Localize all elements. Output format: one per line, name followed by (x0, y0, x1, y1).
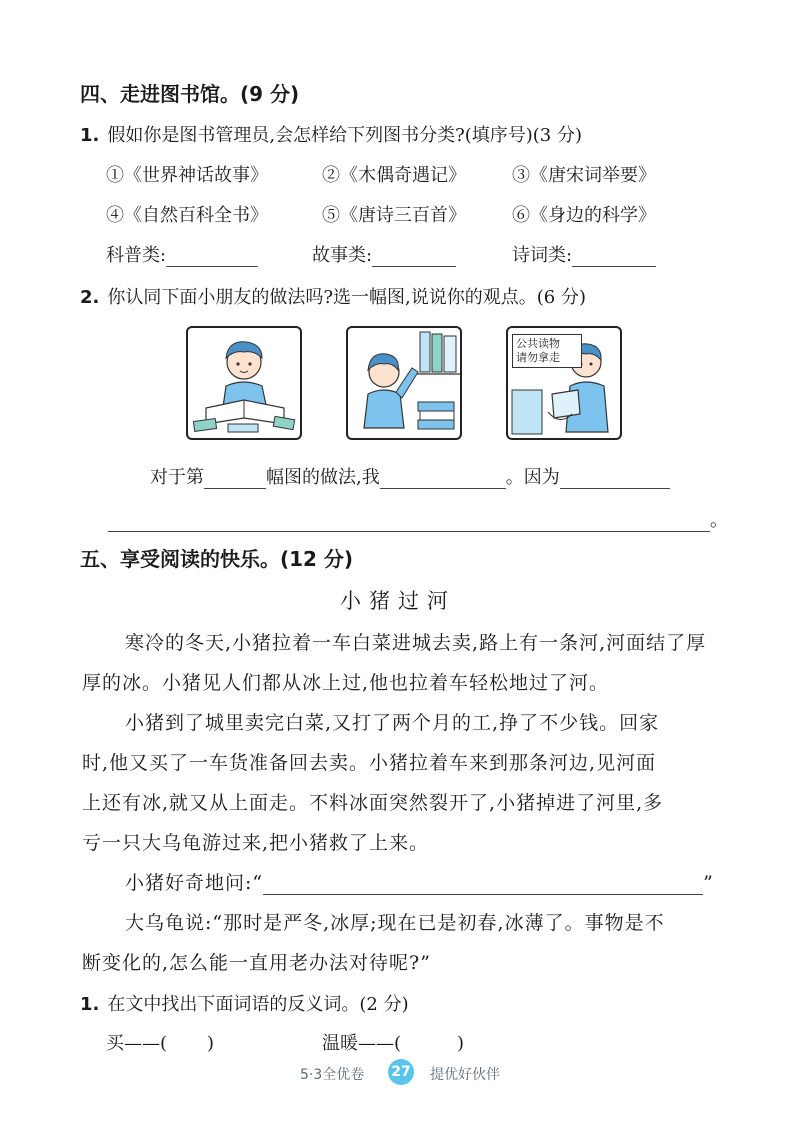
picture-2 (346, 326, 462, 440)
category-poetry (512, 241, 656, 267)
answer-part-3: 。因为 (505, 467, 560, 488)
question-number: 1. (80, 125, 100, 146)
answer-part-2: 幅图的做法,我 (266, 467, 380, 488)
question-text: 在文中找出下面词语的反义词。(2 分) (107, 994, 409, 1015)
sign-line-1: 公共读物 (516, 337, 560, 350)
reason-continuation-line (108, 506, 728, 532)
paren-close: ) (207, 1033, 215, 1054)
section5-question-1 (80, 990, 409, 1016)
paren-close: ) (457, 1033, 465, 1054)
category-story (312, 241, 456, 267)
story-line: 时,他又买了一车货准备回去卖。小猪拉着车来到那条河边,见河面 (82, 752, 657, 774)
question-prefix: 小猪好奇地问:“ (125, 872, 264, 894)
question-number: 2. (80, 287, 100, 308)
story-line: 小猪到了城里卖完白菜,又打了两个月的工,挣了不少钱。回家 (125, 712, 660, 734)
story-line: 厚的冰。小猪见人们都从冰上过,他也拉着车轻松地过了河。 (82, 672, 610, 694)
picture-1 (186, 326, 302, 440)
question-text: 假如你是图书管理员,会怎样给下列图书分类?(填序号)(3 分) (107, 125, 583, 146)
story-line: 亏一只大乌龟游过来,把小猪救了上来。 (82, 832, 430, 854)
picture-3 (506, 326, 622, 440)
reason-blank[interactable] (560, 466, 670, 489)
book-1: ①《世界神话故事》 (106, 165, 268, 186)
opinion-blank[interactable] (380, 466, 506, 489)
footer-right-text: 提优好伙伴 (430, 1067, 500, 1083)
book-2: ②《木偶奇遇记》 (322, 165, 466, 186)
story-title: 小猪过河 (340, 589, 456, 613)
antonym-item-1 (106, 1029, 214, 1055)
question-number: 1. (80, 994, 100, 1015)
footer-left-text: 5·3全优卷 (300, 1067, 365, 1083)
page-number: 27 (388, 1059, 414, 1085)
book-6: ⑥《身边的科学》 (512, 205, 656, 226)
antonym-item-2 (322, 1029, 464, 1055)
category-label: 科普类: (106, 245, 167, 266)
story-line: 上还有冰,就又从上面走。不料冰面突然裂开了,小猪掉进了河里,多 (82, 792, 664, 814)
book-4: ④《自然百科全书》 (106, 205, 268, 226)
category-label: 故事类: (312, 245, 373, 266)
question-2 (80, 283, 586, 309)
answer-blank[interactable] (372, 244, 456, 267)
story-line: 断变化的,怎么能一直用老办法对待呢?” (82, 952, 431, 974)
category-science (106, 241, 258, 267)
question-1 (80, 121, 582, 147)
story-line: 寒冷的冬天,小猪拉着一车白菜进城去卖,路上有一条河,河面结了厚 (125, 632, 707, 654)
reason-blank-continued[interactable] (108, 509, 710, 532)
public-reading-sign (512, 334, 582, 368)
category-label: 诗词类: (512, 245, 573, 266)
question-text: 你认同下面小朋友的做法吗?选一幅图,说说你的观点。(6 分) (107, 287, 586, 308)
antonym-word: 买——( (106, 1033, 168, 1054)
picture-number-blank[interactable] (204, 466, 266, 489)
antonym-word: 温暖——( (322, 1033, 402, 1054)
answer-blank[interactable] (572, 244, 656, 267)
story-question-line (125, 868, 714, 895)
opinion-answer-line (150, 463, 670, 489)
sign-line-2: 请勿拿走 (516, 351, 560, 364)
section4-title: 四、走进图书馆。(9 分) (80, 82, 300, 106)
answer-end: 。 (710, 510, 728, 531)
story-line: 大乌龟说:“那时是严冬,冰厚;现在已是初春,冰薄了。事物是不 (125, 912, 665, 934)
book-3: ③《唐宋词举要》 (512, 165, 656, 186)
pig-question-blank[interactable] (263, 872, 703, 895)
boy-reading-illustration (188, 328, 300, 438)
book-5: ⑤《唐诗三百首》 (322, 205, 466, 226)
quote-close: ” (703, 872, 714, 894)
boy-bookshelf-illustration (348, 328, 460, 438)
answer-part-1: 对于第 (150, 467, 204, 488)
section5-title: 五、享受阅读的快乐。(12 分) (80, 547, 354, 571)
answer-blank[interactable] (166, 244, 258, 267)
